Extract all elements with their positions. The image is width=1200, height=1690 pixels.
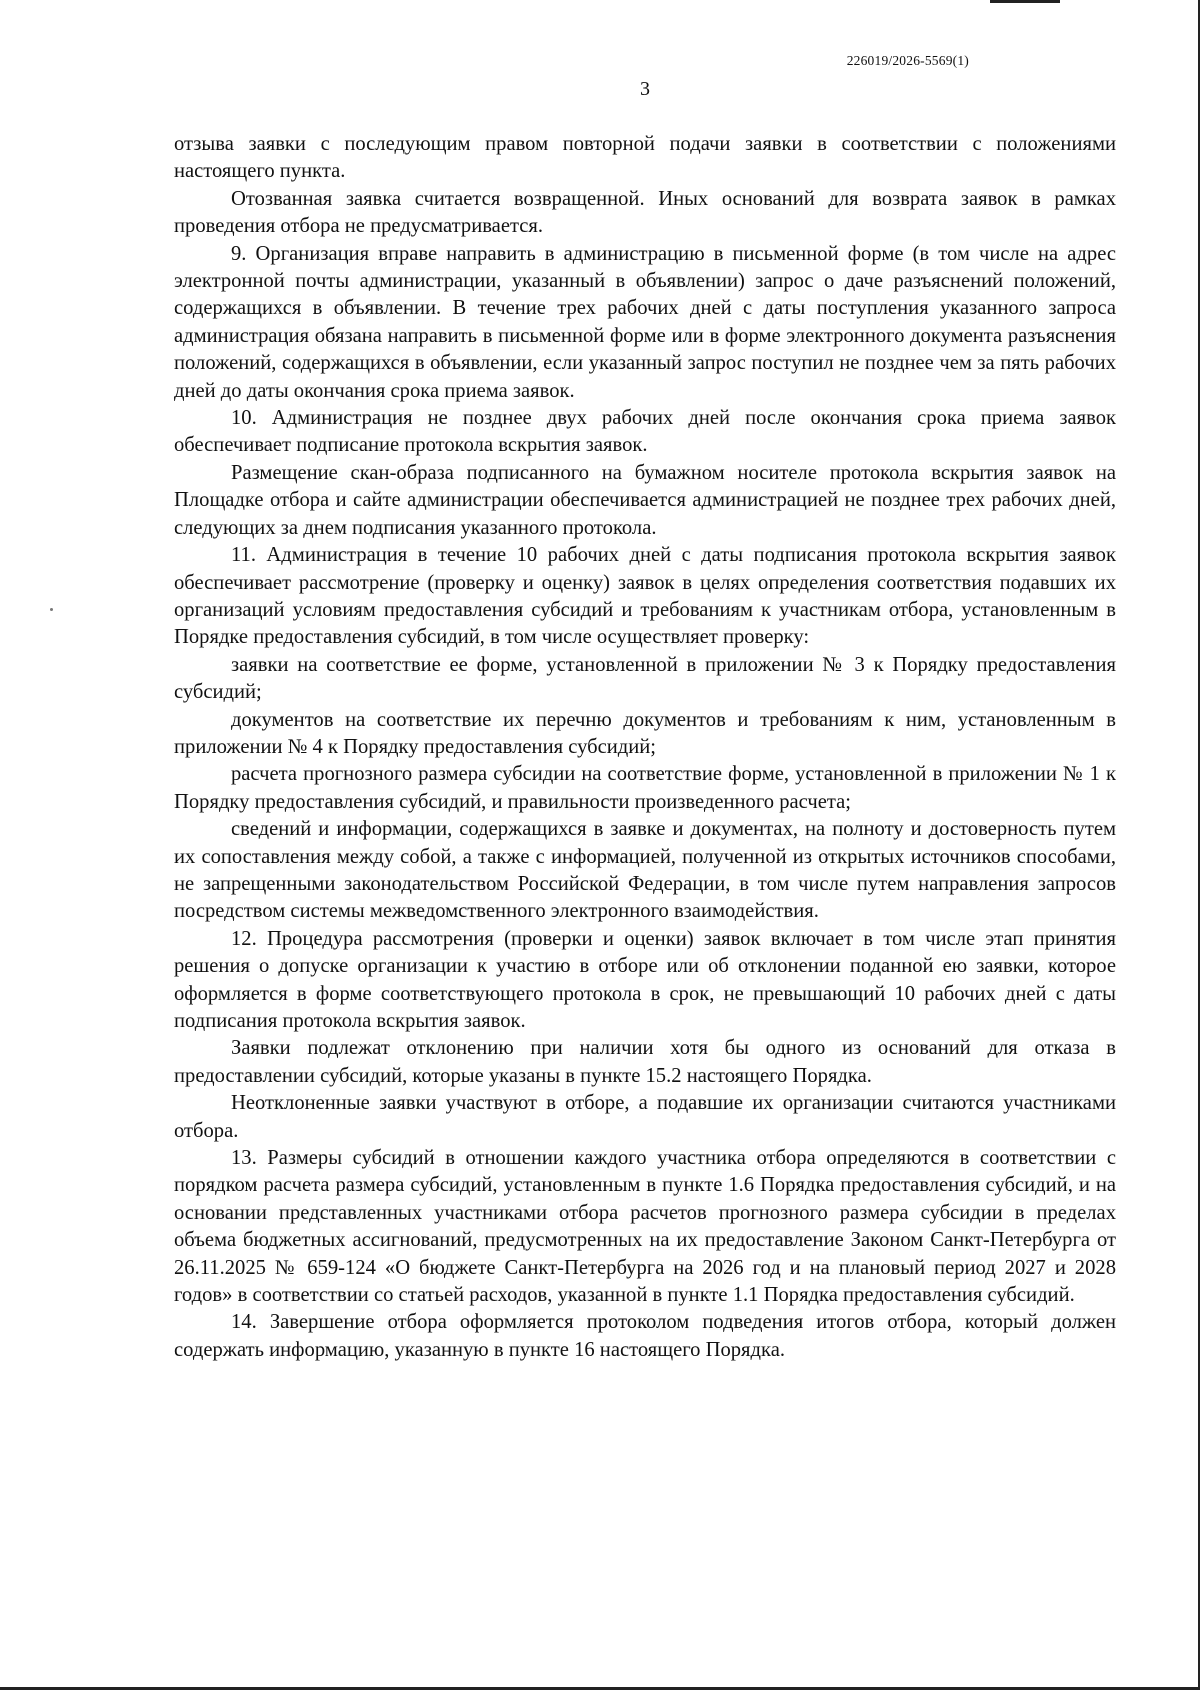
paragraph: Отозванная заявка считается возвращенной. Иных оснований для возврата заявок в рамках проведения отбора не предусматривается. [174, 187, 1116, 238]
paragraph-check-item: документов на соответствие их перечню документов и требованиям к ним, установленным в приложении № 4 к Порядку предоставления субсидий; [174, 708, 1116, 758]
paragraph-check-item: сведений и информации, содержащихся в заявке и документах, на полноту и достоверность путем их сопоставления между собой, а также с информацией, полученной из открытых источников способами, не запрещенными законодательством Российской Федерации, в том числе путем направления запросов посредством системы межведомственного электронного взаимодействия. [174, 818, 1116, 923]
paragraph-item-9: 9. Организация вправе направить в администрацию в письменной форме (в том числе на адрес электронной почты администрации, указанный в объявлении) запрос о даче разъяснений положений, содержащихся в объявлении. В течение трех рабочих дней с даты поступления указанного запроса администрация обязана направить в письменной форме или в форме электронного документа разъяснения положений, содержащихся в объявлении, если указанный запрос поступил не позднее чем за пять рабочих дней до даты окончания срока приема заявок. [174, 242, 1116, 402]
paragraph-check-item: заявки на соответствие ее форме, установленной в приложении № 3 к Порядку предоставления субсидий; [174, 653, 1116, 704]
paragraph-check-item: расчета прогнозного размера субсидии на соответствие форме, установленной в приложении № 1 к Порядку предоставления субсидий, и правильности произведенного расчета; [174, 763, 1116, 813]
paragraph-item-13: 13. Размеры субсидий в отношении каждого участника отбора определяются в соответствии с порядком расчета размера субсидий, установленным в пункте 1.6 Порядка предоставления субсидий, и на основании представленных участниками отбора расчетов прогнозного размера субсидии в пределах объема бюджетных ассигнований, предусмотренных на их предоставление Законом Санкт-Петербурга от 26.11.2025 № 659-124 «О бюджете Санкт-Петербурга на 2026 год и на плановый период 2027 и 2028 годов» в соответствии со статьей расходов, указанной в пункте 1.1 Порядка предоставления субсидий. [174, 1147, 1116, 1307]
scan-edge-mark [990, 0, 1060, 3]
document-id: 226019/2026-5569(1) [846, 53, 969, 68]
document-body [174, 131, 1116, 1364]
paragraph-item-10: 10. Администрация не позднее двух рабочих дней после окончания срока приема заявок обеспечивает подписание протокола вскрытия заявок. [174, 407, 1116, 457]
scan-speck [50, 608, 53, 611]
paragraph: Размещение скан-образа подписанного на бумажном носителе протокола вскрытия заявок на Площадке отбора и сайте администрации обеспечивается администрацией не позднее трех рабочих дней, следующих за днем подписания указанного протокола. [174, 461, 1116, 539]
paragraph: Заявки подлежат отклонению при наличии хотя бы одного из оснований для отказа в предоставлении субсидий, которые указаны в пункте 15.2 настоящего Порядка. [174, 1037, 1116, 1087]
page-number: 3 [640, 78, 650, 100]
paragraph-item-12: 12. Процедура рассмотрения (проверки и оценки) заявок включает в том числе этап принятия решения о допуске организации к участию в отборе или об отклонении поданной ею заявки, которое оформляется в форме соответствующего протокола в срок, не превышающий 10 рабочих дней с даты подписания протокола вскрытия заявок. [174, 927, 1116, 1032]
paragraph-continuation: отзыва заявки с последующим правом повторной подачи заявки в соответствии с положениями настоящего пункта. [174, 133, 1116, 183]
paragraph: Неотклоненные заявки участвуют в отборе, а подавшие их организации считаются участниками отбора. [174, 1092, 1116, 1142]
paragraph-item-14: 14. Завершение отбора оформляется протоколом подведения итогов отбора, который должен содержать информацию, указанную в пункте 16 настоящего Порядка. [174, 1311, 1116, 1361]
paragraph-item-11: 11. Администрация в течение 10 рабочих дней с даты подписания протокола вскрытия заявок обеспечивает рассмотрение (проверку и оценку) заявок в целях определения соответствия подавших их организаций условиям предоставления субсидий и требованиям к участникам отбора, установленным в Порядке предоставления субсидий, в том числе осуществляет проверку: [174, 544, 1116, 649]
